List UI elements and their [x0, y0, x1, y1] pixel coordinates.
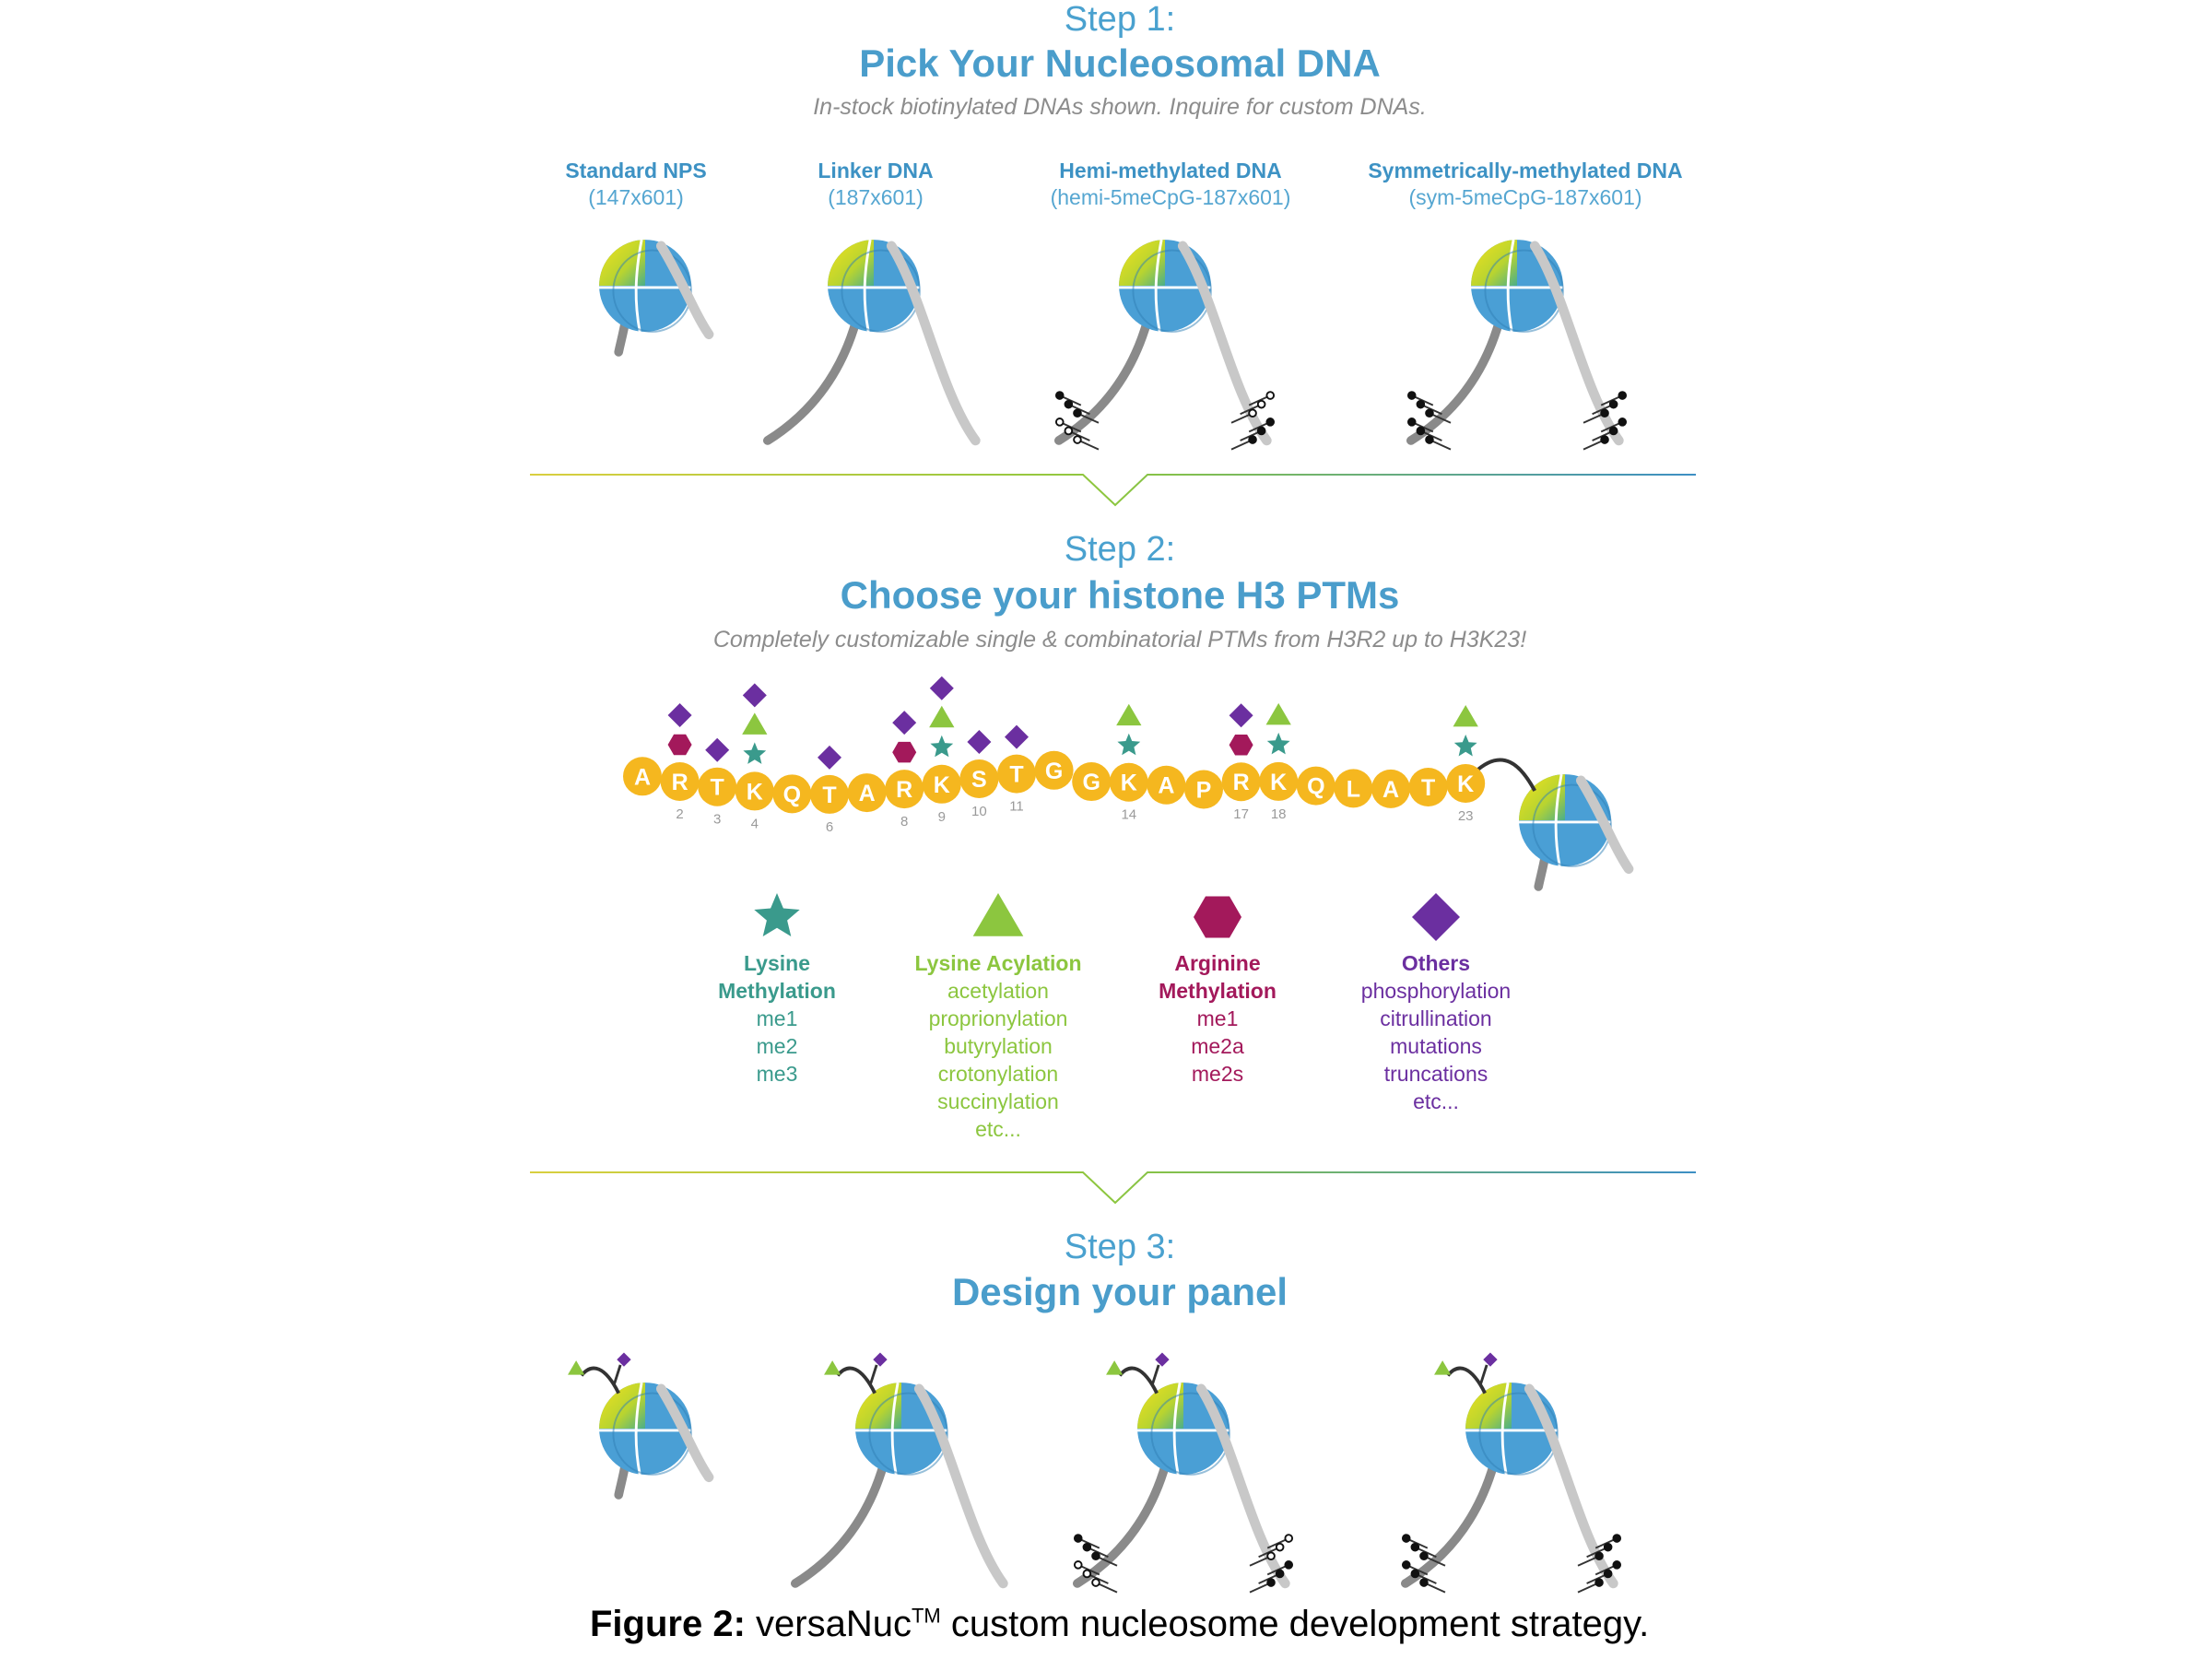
- legend-item: proprionylation: [928, 1006, 1068, 1030]
- residue-A: [1147, 766, 1185, 805]
- methyl-pin: [1231, 441, 1251, 450]
- diamond-icon: [617, 1352, 630, 1366]
- triangle-icon: [1116, 704, 1141, 725]
- step3-label: Step 3:: [1064, 1228, 1176, 1266]
- methyl-dot: [1075, 1535, 1082, 1542]
- triangle-icon: [973, 893, 1024, 936]
- nucleosome-icon: [568, 1352, 709, 1495]
- star-icon: [743, 742, 766, 764]
- step1-subtitle: In-stock biotinylated DNAs shown. Inquire for custom DNAs.: [813, 94, 1427, 120]
- residue-position: 4: [750, 816, 759, 832]
- methyl-dot: [1403, 1535, 1410, 1542]
- nucleosome-icon: [1519, 774, 1629, 887]
- triangle-icon: [929, 706, 954, 727]
- residue-G: [1072, 762, 1111, 801]
- methyl-dot: [1277, 1571, 1284, 1578]
- residue-letter: T: [710, 774, 724, 801]
- residue-letter: A: [633, 764, 652, 791]
- methyl-dot: [1426, 436, 1433, 443]
- methyl-dot: [1618, 418, 1626, 426]
- methyl-dot: [1408, 392, 1416, 399]
- methyl-dot: [1418, 401, 1425, 408]
- legend-item: truncations: [1383, 1062, 1488, 1086]
- hexagon-icon: [1194, 897, 1241, 938]
- histone-tail: [838, 1369, 875, 1394]
- residue-position: 8: [900, 814, 909, 830]
- hexagon-icon: [892, 742, 916, 763]
- methyl-dot: [1092, 1579, 1100, 1586]
- residue-position: 2: [676, 806, 684, 822]
- divider-line: [530, 475, 1696, 505]
- residue-S10: [959, 730, 998, 819]
- residue-letter: T: [1009, 761, 1024, 788]
- methyl-dot: [1601, 409, 1608, 417]
- residue-letter: L: [1346, 776, 1361, 803]
- residue-letter: G: [1044, 758, 1064, 784]
- diamond-icon: [1155, 1352, 1169, 1366]
- methyl-dot: [1420, 1552, 1428, 1559]
- residue-T3: [698, 738, 736, 828]
- step2-title: Choose your histone H3 PTMs: [840, 573, 1400, 617]
- diamond-icon: [967, 730, 991, 754]
- residue-Q: [772, 774, 811, 813]
- residue-Q: [1297, 767, 1335, 806]
- methyl-dot: [1084, 1571, 1091, 1578]
- legend-item: me2s: [1191, 1062, 1244, 1086]
- residue-K23: [1446, 705, 1485, 824]
- methyl-dot: [1074, 409, 1081, 417]
- legend-item: me2a: [1191, 1034, 1244, 1058]
- residue-K9: [923, 677, 961, 825]
- dna-strand: [795, 1464, 884, 1583]
- dna-option-code: (147x601): [588, 185, 684, 209]
- methyl-pin: [1426, 1583, 1445, 1593]
- star-icon: [754, 893, 799, 936]
- residue-letter: A: [1158, 772, 1175, 799]
- methyl-dot: [1420, 1579, 1428, 1586]
- residue-letter: R: [896, 777, 913, 804]
- residue-letter: R: [671, 770, 688, 795]
- residue-K4: [735, 683, 774, 831]
- residue-letter: K: [746, 779, 763, 806]
- histone-tail: [1448, 1369, 1485, 1394]
- step-divider: [530, 1172, 1696, 1203]
- triangle-icon: [1266, 703, 1291, 724]
- legend-head: Others: [1401, 951, 1471, 975]
- nucleosome-icon: [1075, 1352, 1292, 1592]
- diamond-icon: [1005, 725, 1029, 749]
- residue-A: [1371, 770, 1410, 808]
- methyl-dot: [1065, 428, 1073, 435]
- methyl-pin: [1250, 1583, 1269, 1593]
- methyl-dot: [1092, 1552, 1100, 1559]
- residue-letter: K: [933, 771, 950, 798]
- methyl-dot: [1613, 1535, 1620, 1542]
- residue-position: 18: [1270, 806, 1287, 822]
- methyl-dot: [1605, 1544, 1612, 1551]
- methyl-pin: [1098, 1583, 1117, 1593]
- residue-letter: P: [1195, 777, 1212, 804]
- residue-position: 6: [825, 818, 834, 835]
- methyl-dot: [1595, 1579, 1603, 1586]
- methyl-dot: [1084, 1544, 1091, 1551]
- legend-item: etc...: [1413, 1089, 1459, 1113]
- caption-brand: versaNuc: [745, 1604, 912, 1644]
- diamond-icon: [1412, 893, 1460, 941]
- star-icon: [930, 735, 953, 758]
- residue-letter: K: [1457, 771, 1475, 797]
- nucleosome-icon: [795, 1352, 1004, 1583]
- diamond-icon: [892, 711, 916, 735]
- diamond-icon: [818, 746, 841, 770]
- methyl-pin: [1079, 441, 1099, 450]
- nucleosome-icon: [599, 240, 709, 352]
- legend-head: Arginine: [1174, 951, 1261, 975]
- dna-strand: [1406, 1464, 1494, 1583]
- methyl-dot: [1258, 428, 1265, 435]
- legend-item: citrullination: [1380, 1006, 1492, 1030]
- diamond-icon: [930, 677, 954, 700]
- dna-option-code: (sym-5meCpG-187x601): [1408, 185, 1642, 209]
- residue-position: 9: [937, 808, 946, 825]
- caption-label: Figure 2:: [590, 1604, 746, 1644]
- nucleosome-icon: [768, 240, 976, 441]
- legend-item: me3: [756, 1062, 798, 1086]
- residue-letter: G: [1082, 770, 1100, 796]
- methyl-dot: [1285, 1561, 1292, 1569]
- residue-G: [1035, 751, 1074, 790]
- methyl-dot: [1056, 418, 1064, 426]
- residue-P: [1184, 771, 1223, 809]
- dna-option-name: Standard NPS: [565, 159, 707, 182]
- residue-letter: A: [858, 781, 876, 807]
- dna-strand: [1077, 1464, 1166, 1583]
- residue-letter: A: [1382, 776, 1400, 803]
- nucleosome-icon: [1408, 240, 1626, 450]
- diamond-icon: [668, 703, 692, 727]
- star-icon: [1267, 733, 1290, 755]
- methyl-dot: [1412, 1544, 1419, 1551]
- legend-head: Lysine: [743, 951, 810, 975]
- methyl-dot: [1605, 1571, 1612, 1578]
- residue-letter: Q: [1307, 773, 1325, 800]
- triangle-icon: [824, 1360, 841, 1375]
- methyl-dot: [1412, 1571, 1419, 1578]
- dna-option-name: Linker DNA: [818, 159, 934, 182]
- methyl-dot: [1065, 401, 1073, 408]
- residue-T11: [997, 725, 1036, 815]
- hexagon-icon: [1230, 735, 1253, 756]
- methyl-dot: [1285, 1535, 1292, 1542]
- methyl-dot: [1267, 1579, 1275, 1586]
- methyl-pin: [1578, 1583, 1597, 1593]
- triangle-icon: [1453, 705, 1478, 726]
- residue-L: [1334, 769, 1372, 807]
- star-icon: [1117, 734, 1140, 756]
- residue-letter: K: [1270, 769, 1288, 795]
- triangle-icon: [1434, 1360, 1451, 1375]
- triangle-icon: [568, 1360, 584, 1375]
- dna-option-code: (hemi-5meCpG-187x601): [1050, 185, 1291, 209]
- dna-option-name: Hemi-methylated DNA: [1059, 159, 1282, 182]
- histone-tail: [1480, 1365, 1487, 1384]
- legend-item: acetylation: [947, 979, 1049, 1003]
- residue-R8: [885, 711, 924, 830]
- methyl-dot: [1258, 401, 1265, 408]
- diamond-icon: [1230, 703, 1253, 727]
- diamond-icon: [705, 738, 729, 762]
- legend-item: butyrylation: [944, 1034, 1053, 1058]
- legend-item: me2: [756, 1034, 798, 1058]
- histone-tail: [614, 1365, 620, 1384]
- methyl-dot: [1610, 401, 1618, 408]
- legend-item: succinylation: [937, 1089, 1059, 1113]
- residue-position: 10: [971, 803, 987, 819]
- dna-strand: [768, 321, 856, 441]
- triangle-icon: [1106, 1360, 1123, 1375]
- histone-tail: [870, 1365, 877, 1384]
- residue-letter: K: [1120, 770, 1137, 796]
- dna-strand: [1059, 321, 1147, 441]
- methyl-dot: [1618, 392, 1626, 399]
- legend-head: Methylation: [1159, 979, 1277, 1003]
- caption-trademark: TM: [911, 1604, 941, 1628]
- residue-letter: T: [822, 782, 837, 808]
- histone-tail: [582, 1369, 618, 1394]
- residue-position: 3: [713, 811, 722, 828]
- legend-head: Methylation: [718, 979, 836, 1003]
- residue-T6: [810, 746, 849, 835]
- methyl-dot: [1595, 1552, 1603, 1559]
- residue-R2: [661, 703, 700, 822]
- methyl-dot: [1277, 1544, 1284, 1551]
- residue-T: [1409, 768, 1448, 806]
- residue-letter: Q: [782, 782, 802, 808]
- residue-K18: [1259, 703, 1298, 822]
- methyl-dot: [1426, 409, 1433, 417]
- methyl-dot: [1266, 418, 1274, 426]
- dna-strand: [919, 1389, 1003, 1583]
- methyl-dot: [1074, 436, 1081, 443]
- histone-tail: [1152, 1365, 1159, 1384]
- dna-strand: [1411, 321, 1500, 441]
- triangle-icon: [742, 712, 767, 734]
- methyl-dot: [1266, 392, 1274, 399]
- methyl-dot: [1613, 1561, 1620, 1569]
- methyl-pin: [1583, 441, 1603, 450]
- methyl-dot: [1610, 428, 1618, 435]
- step-divider: [530, 475, 1696, 505]
- step2-subtitle: Completely customizable single & combinatorial PTMs from H3R2 up to H3K23!: [712, 627, 1527, 653]
- methyl-dot: [1408, 418, 1416, 426]
- methyl-dot: [1075, 1561, 1082, 1569]
- legend-item: phosphorylation: [1360, 979, 1512, 1003]
- diamond-icon: [743, 683, 767, 707]
- residue-letter: S: [971, 766, 987, 793]
- residue-position: 11: [1009, 798, 1024, 815]
- legend-item: mutations: [1390, 1034, 1482, 1058]
- residue-position: 17: [1233, 806, 1249, 823]
- caption-text: custom nucleosome development strategy.: [940, 1604, 1650, 1644]
- methyl-dot: [1418, 428, 1425, 435]
- legend-item: me1: [756, 1006, 798, 1030]
- diamond-icon: [1483, 1352, 1497, 1366]
- methyl-dot: [1403, 1561, 1410, 1569]
- legend-item: etc...: [975, 1117, 1021, 1141]
- methyl-dot: [1601, 436, 1608, 443]
- divider-line: [530, 1172, 1696, 1203]
- residue-A: [848, 773, 887, 812]
- methyl-dot: [1267, 1552, 1275, 1559]
- histone-tail: [1120, 1369, 1157, 1394]
- methyl-dot: [1249, 409, 1256, 417]
- residue-position: 14: [1121, 806, 1137, 823]
- residue-letter: T: [1420, 774, 1436, 801]
- methyl-dot: [1056, 392, 1064, 399]
- dna-option-code: (187x601): [828, 185, 924, 209]
- star-icon: [1454, 735, 1477, 757]
- residue-position: 23: [1457, 807, 1474, 824]
- step1-title: Pick Your Nucleosomal DNA: [859, 41, 1381, 85]
- legend-item: me1: [1196, 1006, 1239, 1030]
- dna-strand: [891, 246, 975, 441]
- step2-label: Step 2:: [1064, 530, 1176, 569]
- diamond-icon: [873, 1352, 887, 1366]
- residue-K14: [1110, 704, 1148, 823]
- dna-option-name: Symmetrically-methylated DNA: [1368, 159, 1683, 182]
- methyl-dot: [1249, 436, 1256, 443]
- hexagon-icon: [668, 735, 692, 756]
- residue-R17: [1222, 703, 1261, 822]
- nucleosome-icon: [1403, 1352, 1620, 1592]
- step3-title: Design your panel: [951, 1270, 1288, 1313]
- methyl-pin: [1431, 441, 1451, 450]
- step1-label: Step 1:: [1064, 0, 1176, 39]
- residue-A: [623, 757, 662, 795]
- nucleosome-icon: [1056, 240, 1274, 450]
- legend-item: crotonylation: [937, 1062, 1059, 1086]
- residue-letter: R: [1232, 770, 1250, 796]
- legend-head: Lysine Acylation: [914, 951, 1082, 975]
